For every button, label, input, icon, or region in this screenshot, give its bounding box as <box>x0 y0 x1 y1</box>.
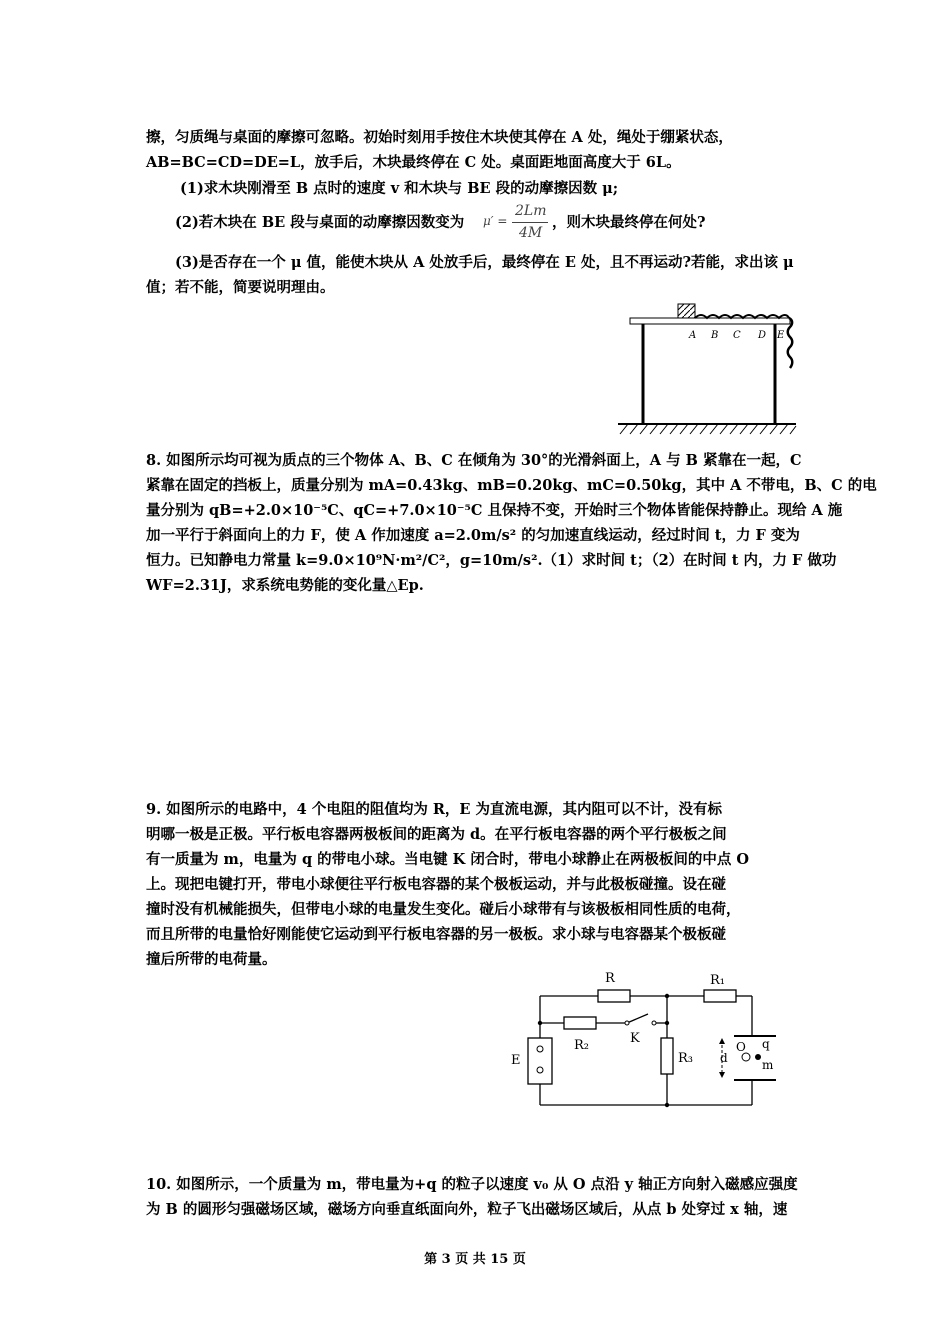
p8-line-5: 恒力。已知静电力常量 k=9.0×10⁹N·m²/C²，g=10m/s².（1）求时间 t；（2）在时间 t 内，力 F 做功 <box>146 552 837 569</box>
p10-line-1: 10. 如图所示，一个质量为 m，带电量为+q 的粒子以速度 v₀ 从 O 点沿 y 轴正方向射入磁感应强度 <box>146 1176 798 1193</box>
switch-contact-right <box>652 1021 656 1025</box>
label-E: E <box>511 1053 521 1068</box>
label-E: E <box>777 330 785 341</box>
label-R3: R₃ <box>678 1051 693 1066</box>
p7-fraction-bar <box>512 222 548 223</box>
p9-line-5: 撞时没有机械能损失，但带电小球的电量发生变化。碰后小球带有与该极板相同性质的电荷， <box>146 901 741 918</box>
label-O: O <box>736 1040 746 1054</box>
p9-line-4: 上。现把电键打开，带电小球便往平行板电容器的某个极板运动，并与此极板碰撞。设在碰 <box>146 876 726 893</box>
p7-line-1: 擦，匀质绳与桌面的摩擦可忽略。初始时刻用手按住木块使其停在 A 处，绳处于绷紧状态， <box>146 129 733 146</box>
label-C: C <box>733 330 741 341</box>
p9-line-3: 有一质量为 m，电量为 q 的带电小球。当电键 K 闭合时，带电小球静止在两极板间的中点 O <box>146 851 749 868</box>
p10-line-2: 为 B 的圆形匀强磁场区域，磁场方向垂直纸面向外，粒子飞出磁场区域后，从点 b 处穿过 x 轴，速 <box>146 1201 788 1218</box>
p8-line-1: 8. 如图所示均可视为质点的三个物体 A、B、C 在倾角为 30°的光滑斜面上，A 与 B 紧靠在一起，C <box>146 452 802 469</box>
resistor-R2 <box>564 1017 596 1029</box>
p7-line-2: AB=BC=CD=DE=L，放手后，木块最终停在 C 处。桌面距地面高度大于 6L。 <box>146 154 681 171</box>
p7-mu-numerator: 2Lm <box>515 203 547 219</box>
p7-mu-symbol: μ′ = <box>483 214 508 228</box>
battery-E <box>528 1038 552 1084</box>
wood-block <box>678 304 695 318</box>
resistor-R <box>598 990 630 1002</box>
charged-ball <box>755 1054 761 1060</box>
page-footer: 第 3 页 共 15 页 <box>424 1252 526 1267</box>
table-chain-figure <box>612 298 802 440</box>
p9-line-2: 明哪一极是正极。平行板电容器两极板间的距离为 d。在平行板电容器的两个平行极板之间 <box>146 826 727 843</box>
label-q: q <box>762 1037 770 1051</box>
label-B: B <box>711 330 719 341</box>
p8-line-3: 量分别为 qB=+2.0×10⁻⁵C、qC=+7.0×10⁻⁵C 且保持不变，开始时三个物体皆能保持静止。现给 A 施 <box>146 502 843 519</box>
p7-question-3-line-2: 值；若不能，简要说明理由。 <box>146 279 335 296</box>
label-R2: R₂ <box>574 1038 589 1053</box>
p7-question-2-end: ，则木块最终停在何处? <box>552 214 706 231</box>
ground-hatching <box>620 424 796 434</box>
p7-question-1: (1)求木块刚滑至 B 点时的速度 v 和木块与 BE 段的动摩擦因数 μ; <box>180 180 619 197</box>
junction-top <box>665 994 669 998</box>
p7-mu-formula <box>479 203 551 245</box>
label-m: m <box>762 1058 774 1072</box>
p9-line-7: 撞后所带的电荷量。 <box>146 951 277 968</box>
point-O-circle <box>742 1053 750 1061</box>
circuit-diagram <box>500 962 790 1112</box>
junction-bottom <box>665 1103 669 1107</box>
label-R1: R₁ <box>710 973 725 988</box>
p7-question-2-start: (2)若木块在 BE 段与桌面的动摩擦因数变为 <box>175 214 465 231</box>
label-A: A <box>689 330 697 341</box>
p9-line-1: 9. 如图所示的电路中，4 个电阻的阻值均为 R，E 为直流电源，其内阻可以不计，没有标 <box>146 801 723 818</box>
resistor-R1 <box>704 990 736 1002</box>
junction-middle <box>665 1021 669 1025</box>
switch-contact-left <box>625 1021 629 1025</box>
label-d: d <box>720 1051 728 1065</box>
hanging-chain <box>788 318 793 368</box>
label-D: D <box>758 330 767 341</box>
p7-question-3-line-1: (3)是否存在一个 μ 值，能使木块从 A 处放手后，最终停在 E 处，且不再运动?若能，求出该 μ <box>175 254 794 271</box>
p9-line-6: 而且所带的电量恰好刚能使它运动到平行板电容器的另一极板。求小球与电容器某个极板碰 <box>146 926 726 943</box>
p8-line-6: WF=2.31J，求系统电势能的变化量△Ep. <box>146 577 424 594</box>
label-R: R <box>605 971 615 986</box>
tabletop <box>630 318 790 324</box>
label-K: K <box>630 1031 640 1046</box>
p8-line-4: 加一平行于斜面向上的力 F，使 A 作加速度 a=2.0m/s² 的匀加速直线运动，经过时间 t，力 F 变为 <box>146 527 800 544</box>
p8-line-2: 紧靠在固定的挡板上，质量分别为 mA=0.43kg、mB=0.20kg、mC=0.50kg，其中 A 不带电，B、C 的电 <box>146 477 877 494</box>
p7-mu-denominator: 4M <box>519 225 543 241</box>
junction-left <box>538 1021 542 1025</box>
resistor-R3 <box>661 1038 673 1074</box>
